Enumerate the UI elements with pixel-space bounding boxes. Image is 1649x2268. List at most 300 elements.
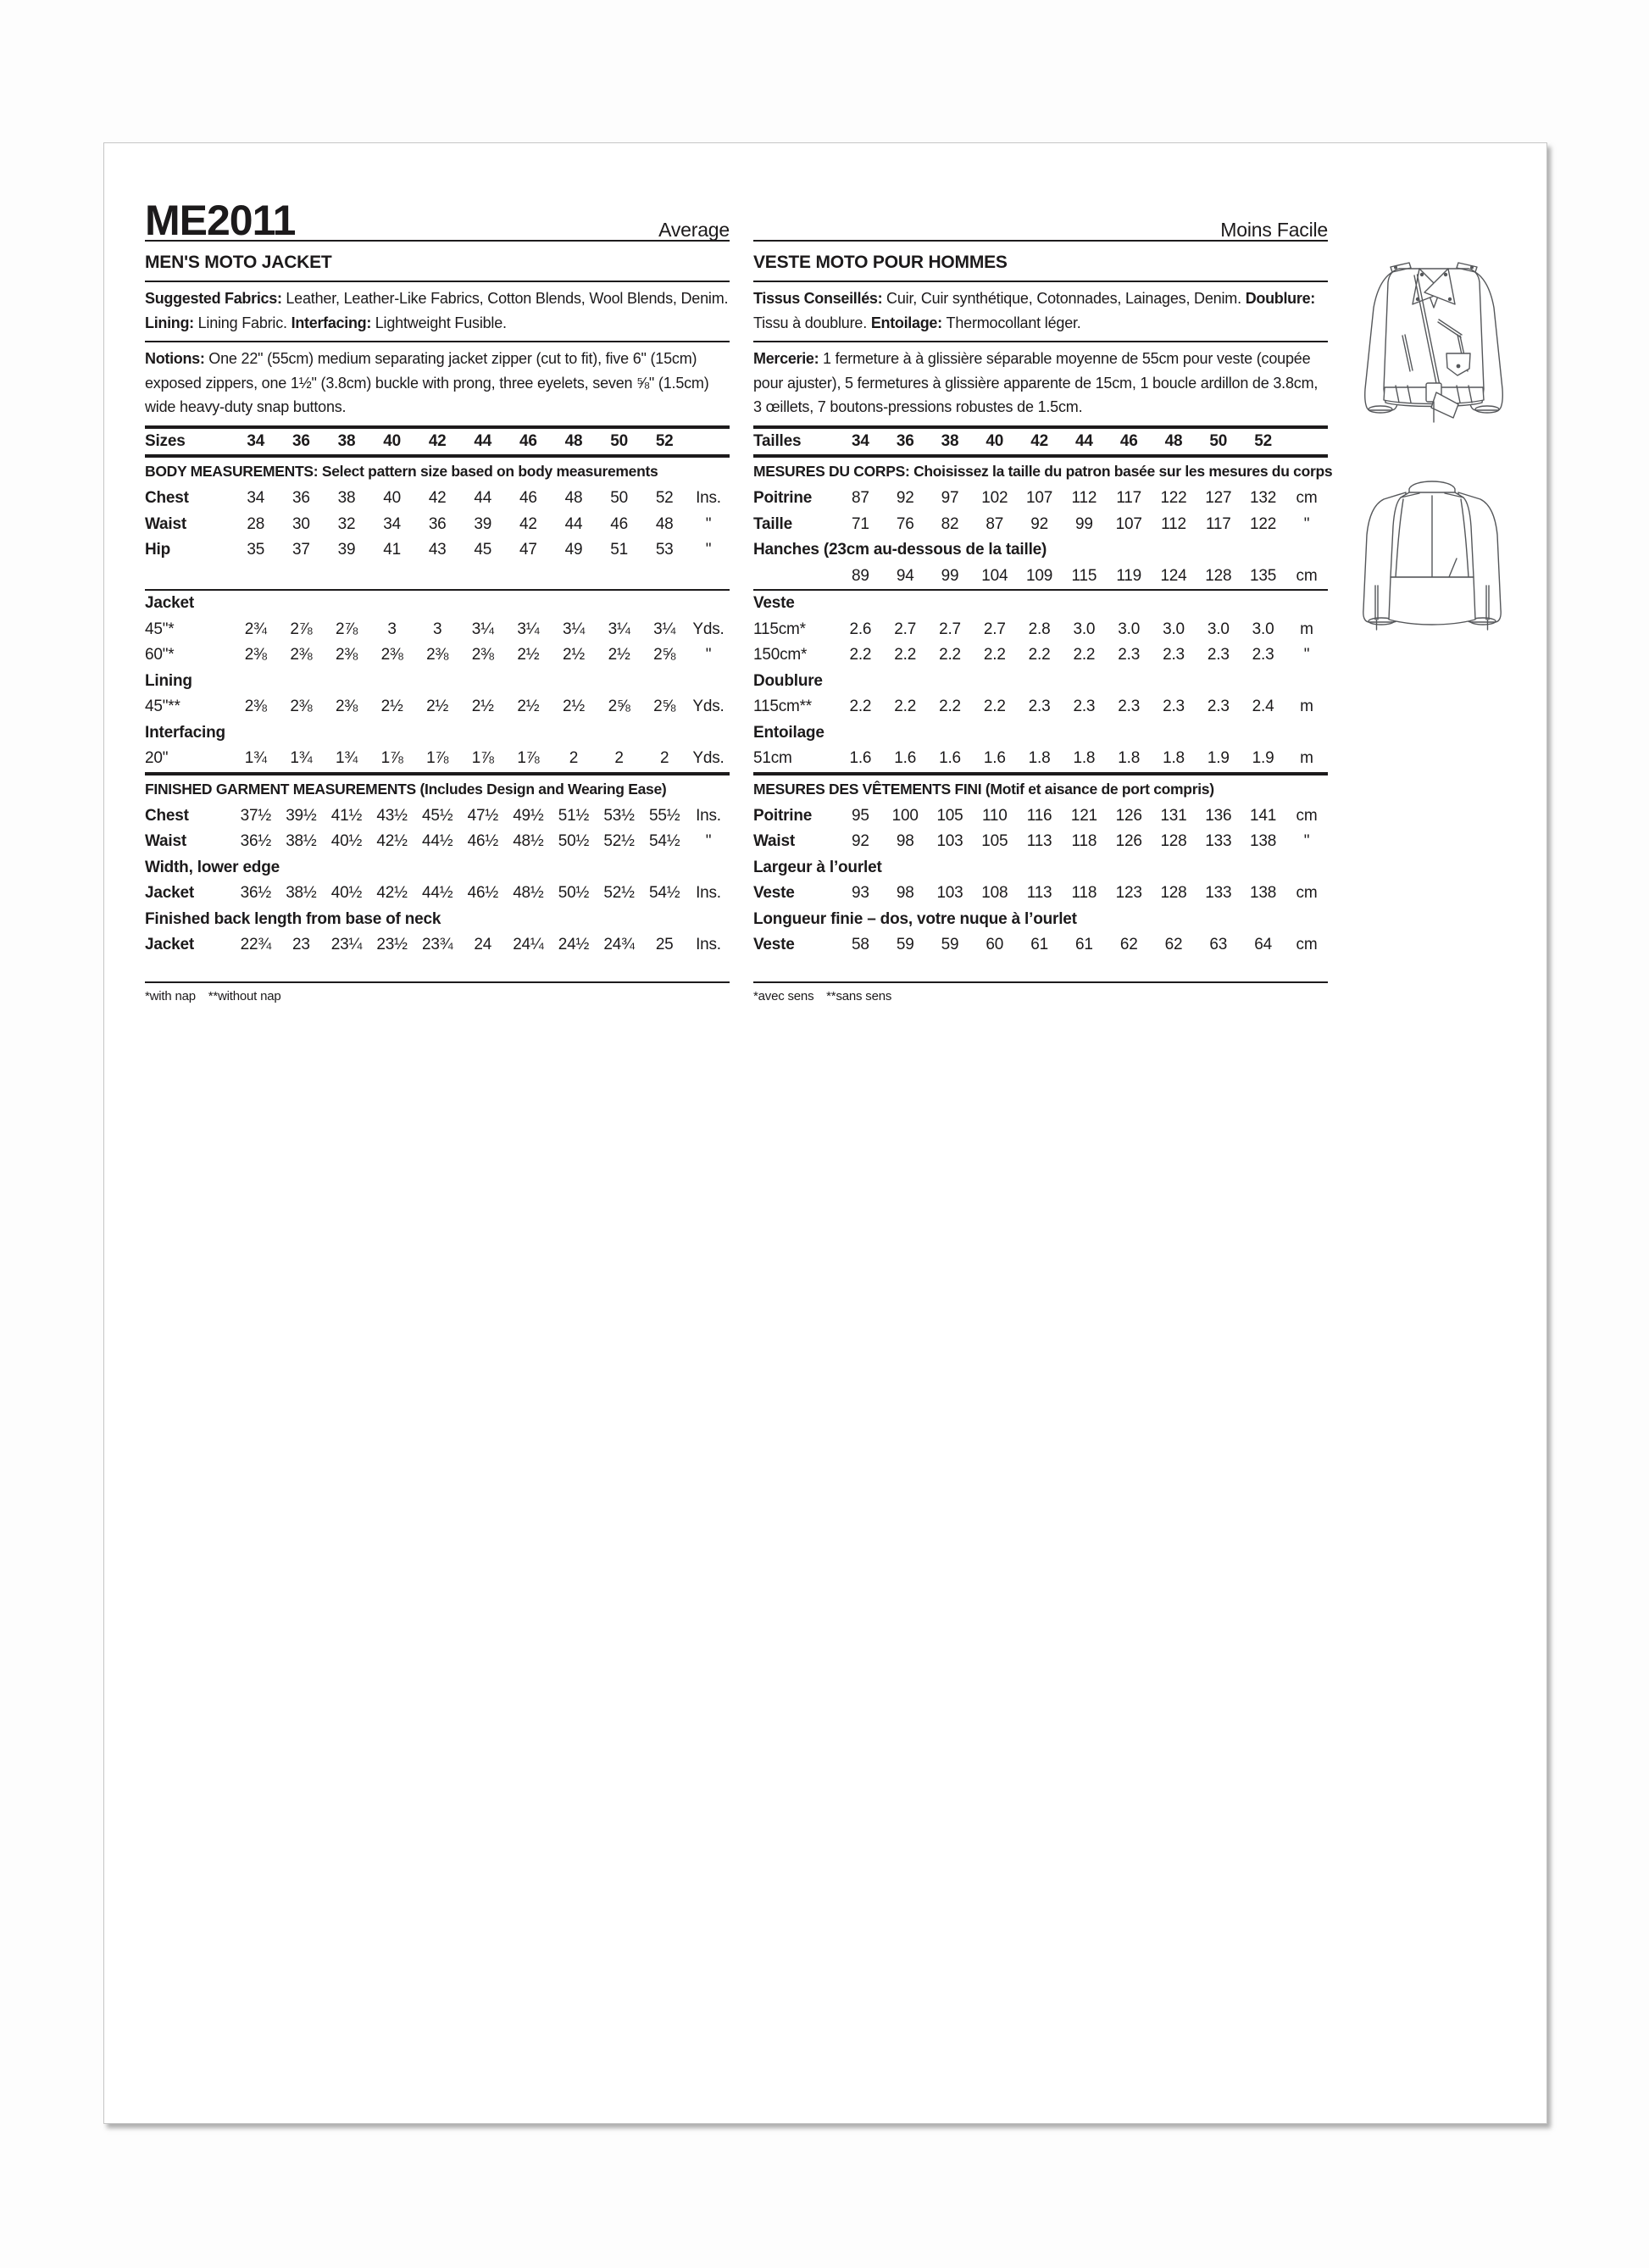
- cell-value: 52: [655, 431, 674, 450]
- cell-value: 40: [383, 431, 401, 450]
- cell-value: 2.3: [1073, 698, 1096, 716]
- cell-value: 128: [1160, 884, 1187, 903]
- cell-value: 48½: [513, 884, 544, 903]
- row-section-label: Finished back length from base of neck: [145, 909, 441, 928]
- cell-value: 62: [1164, 936, 1183, 954]
- cell-value: 94: [896, 566, 914, 585]
- cell-value: 124: [1160, 566, 1187, 585]
- cell-value: 2.2: [849, 646, 872, 664]
- cell-value: 2⅜: [335, 698, 358, 716]
- masthead-fr: [753, 189, 1328, 240]
- jacket-back-illustration: [1357, 474, 1507, 655]
- cell-value: 128: [1160, 832, 1187, 851]
- cell-unit: Ins.: [696, 884, 721, 903]
- cell-unit: Yds.: [692, 620, 725, 638]
- row-label: Veste: [753, 936, 795, 954]
- cell-value: 109: [1026, 566, 1053, 585]
- cell-value: 108: [981, 884, 1008, 903]
- cell-value: 92: [1030, 514, 1048, 533]
- cell-value: 1.8: [1028, 749, 1051, 768]
- difficulty-rating-en: Average: [658, 218, 730, 241]
- cell-value: 46½: [467, 884, 498, 903]
- notions-en: Notions: One 22" (55cm) medium separating jacket zipper (cut to fit), five 6" (15cm) exposed zippers, one 1½" (3.8cm) buckle with prong, three eyelets, seven ⅝" (1.5cm) wide heavy-duty snap buttons.: [145, 350, 709, 415]
- cell-value: 23½: [376, 936, 408, 954]
- cell-value: 44: [564, 514, 583, 533]
- cell-value: 119: [1116, 566, 1142, 585]
- cell-value: 42: [519, 514, 537, 533]
- cell-value: 46: [1119, 431, 1138, 450]
- cell-unit: cm: [1296, 884, 1318, 903]
- cell-value: 2.6: [849, 620, 872, 638]
- cell-unit: m: [1300, 620, 1313, 638]
- cell-value: 1¾: [290, 749, 313, 768]
- cell-value: 2.8: [1028, 620, 1051, 638]
- cell-value: 50: [610, 489, 628, 508]
- cell-value: 2.2: [983, 698, 1006, 716]
- cell-value: 42½: [376, 884, 408, 903]
- table-row: [753, 907, 1328, 933]
- cell-value: 1⅞: [380, 749, 403, 768]
- table-row: [145, 617, 730, 643]
- cell-unit: ": [1303, 832, 1310, 851]
- cell-unit: Ins.: [696, 936, 721, 954]
- cell-value: 40½: [330, 884, 363, 903]
- cell-value: 103: [936, 832, 963, 851]
- table-row: [753, 429, 1328, 455]
- cell-value: 2⅜: [471, 646, 494, 664]
- cell-value: 3.0: [1252, 620, 1274, 638]
- cell-value: 42: [428, 431, 447, 450]
- cell-value: 1.8: [1073, 749, 1096, 768]
- cell-value: 52½: [603, 884, 635, 903]
- cell-value: 2.2: [1073, 646, 1096, 664]
- cell-value: 48½: [513, 832, 544, 851]
- cell-value: 2⅜: [335, 646, 358, 664]
- cell-value: 104: [981, 566, 1008, 585]
- cell-value: 32: [337, 514, 356, 533]
- cell-value: 48: [1164, 431, 1183, 450]
- row-section-label: Entoilage: [753, 723, 824, 742]
- row-label: 45"**: [145, 698, 180, 716]
- cell-value: 43½: [376, 806, 408, 825]
- cell-value: 3¼: [608, 620, 630, 638]
- cell-value: 3: [387, 620, 397, 638]
- row-label: Chest: [145, 806, 189, 825]
- pattern-instruction-sheet: [103, 142, 1547, 2124]
- row-label: 45"*: [145, 620, 175, 638]
- row-section-label: Longueur finie – dos, votre nuque à l’ourlet: [753, 909, 1077, 928]
- table-row: [145, 537, 730, 564]
- cell-value: 99: [1075, 514, 1093, 533]
- cell-value: 44½: [421, 832, 453, 851]
- cell-value: 2.2: [849, 698, 872, 716]
- row-section-label: Jacket: [145, 594, 194, 613]
- pattern-code: ME2011: [145, 197, 296, 244]
- cell-value: 42: [428, 489, 447, 508]
- cell-value: 52½: [603, 832, 635, 851]
- cell-value: 36: [292, 431, 310, 450]
- row-label: 51cm: [753, 749, 792, 768]
- cell-value: 87: [986, 514, 1004, 533]
- cell-value: 37½: [240, 806, 271, 825]
- table-row: [753, 591, 1328, 617]
- cell-value: 2.2: [894, 646, 917, 664]
- cell-value: 2: [660, 749, 669, 768]
- row-label: 60"*: [145, 646, 175, 664]
- cell-value: 3.0: [1207, 620, 1230, 638]
- cell-value: 51: [610, 541, 628, 559]
- table-row: [145, 486, 730, 512]
- row-label: Veste: [753, 884, 795, 903]
- cell-value: 82: [941, 514, 959, 533]
- french-column: [753, 189, 1333, 1003]
- cell-value: 48: [564, 489, 583, 508]
- cell-value: 46: [519, 431, 537, 450]
- cell-value: 41: [383, 541, 401, 559]
- body-measurements-heading-en: BODY MEASUREMENTS: Select pattern size based on body measurements: [145, 463, 658, 480]
- cell-value: 97: [941, 489, 959, 508]
- row-section-label: Veste: [753, 594, 795, 613]
- row-label: Taille: [753, 514, 792, 533]
- row-label: 115cm**: [753, 698, 813, 716]
- finished-garment-heading-fr: MESURES DES VÊTEMENTS FINI (Motif et aisance de port compris): [753, 780, 1214, 798]
- cell-value: 123: [1115, 884, 1142, 903]
- cell-unit: m: [1300, 698, 1313, 716]
- jacket-front-drawing: [1358, 247, 1509, 431]
- table-row: [753, 564, 1328, 590]
- sizes-table-en: [145, 429, 730, 455]
- cell-value: 110: [981, 806, 1008, 825]
- table-row: [145, 720, 730, 747]
- cell-value: 39: [337, 541, 356, 559]
- cell-value: 2½: [517, 646, 540, 664]
- cell-value: 1¾: [335, 749, 358, 768]
- row-section-label: Interfacing: [145, 723, 225, 742]
- table-row: [145, 855, 730, 881]
- table-row: [145, 829, 730, 855]
- table-row: [753, 617, 1328, 643]
- cell-value: 24: [474, 936, 492, 954]
- row-section-label: Lining: [145, 671, 192, 690]
- cell-unit: ": [1303, 514, 1310, 533]
- cell-value: 103: [936, 884, 963, 903]
- cell-value: 54½: [648, 884, 680, 903]
- difficulty-rating-fr: Moins Facile: [1220, 218, 1328, 241]
- cell-value: 2.3: [1028, 698, 1051, 716]
- table-row: [145, 512, 730, 538]
- cell-value: 38: [941, 431, 959, 450]
- nap-footnote-en: *with nap **without nap: [145, 988, 281, 1003]
- cell-value: 1⅞: [471, 749, 494, 768]
- cell-value: 34: [383, 514, 401, 533]
- cell-value: 2.2: [939, 646, 961, 664]
- finished-garment-table-en: [145, 803, 730, 959]
- cell-value: 38½: [286, 884, 317, 903]
- cell-value: 92: [896, 489, 914, 508]
- cell-value: 1¾: [244, 749, 267, 768]
- cell-value: 2½: [562, 698, 585, 716]
- cell-value: 48: [564, 431, 583, 450]
- cell-value: 2.2: [939, 698, 961, 716]
- cell-value: 50½: [558, 832, 590, 851]
- cell-value: 23¾: [421, 936, 453, 954]
- cell-value: 62: [1119, 936, 1138, 954]
- cell-value: 2½: [562, 646, 585, 664]
- cell-unit: cm: [1296, 489, 1318, 508]
- table-row: [145, 881, 730, 907]
- cell-value: 60: [986, 936, 1004, 954]
- cell-value: 1⅞: [517, 749, 540, 768]
- table-row: [753, 537, 1328, 564]
- yardage-table-fr: [753, 591, 1328, 772]
- cell-value: 34: [247, 489, 265, 508]
- cell-value: 3.0: [1073, 620, 1096, 638]
- cell-unit: ": [705, 646, 712, 664]
- table-row: [753, 746, 1328, 772]
- suggested-fabrics-fr: Tissus Conseillés: Cuir, Cuir synthétique, Cotonnades, Lainages, Denim. Doublure: Tissu à doublure. Entoilage: Thermocollant léger.: [753, 290, 1315, 331]
- cell-value: 52: [1254, 431, 1272, 450]
- cell-value: 2⅝: [653, 646, 676, 664]
- cell-value: 1.8: [1163, 749, 1185, 768]
- table-row: [753, 881, 1328, 907]
- cell-unit: Yds.: [692, 749, 725, 768]
- cell-value: 2.2: [983, 646, 1006, 664]
- body-measurements-heading-fr: MESURES DU CORPS: Choisissez la taille du patron basée sur les mesures du corps: [753, 463, 1333, 480]
- cell-value: 40: [383, 489, 401, 508]
- body-measurements-table-fr: [753, 486, 1328, 589]
- jacket-front-illustration: [1358, 247, 1509, 431]
- cell-value: 61: [1075, 936, 1093, 954]
- cell-value: 46: [610, 514, 628, 533]
- cell-value: 42: [1030, 431, 1048, 450]
- cell-value: 93: [852, 884, 869, 903]
- table-row: [145, 907, 730, 933]
- cell-value: 98: [896, 832, 914, 851]
- cell-value: 107: [1115, 514, 1142, 533]
- cell-value: 2½: [517, 698, 540, 716]
- cell-value: 118: [1071, 832, 1097, 851]
- cell-value: 138: [1250, 832, 1277, 851]
- cell-value: 122: [1250, 514, 1277, 533]
- cell-value: 99: [941, 566, 959, 585]
- cell-value: 133: [1205, 832, 1232, 851]
- cell-unit: cm: [1296, 936, 1318, 954]
- cell-value: 87: [852, 489, 869, 508]
- row-label: Waist: [145, 832, 186, 851]
- cell-value: 2.3: [1163, 698, 1185, 716]
- cell-value: 2: [569, 749, 579, 768]
- table-row: [753, 486, 1328, 512]
- cell-value: 126: [1115, 832, 1142, 851]
- table-row: [753, 932, 1328, 959]
- cell-value: 36½: [240, 884, 271, 903]
- table-row: [753, 512, 1328, 538]
- cell-value: 3¼: [471, 620, 494, 638]
- cell-value: 2.3: [1207, 698, 1230, 716]
- cell-value: 25: [655, 936, 674, 954]
- cell-value: 53½: [603, 806, 635, 825]
- cell-value: 22¾: [240, 936, 271, 954]
- cell-value: 49: [564, 541, 583, 559]
- cell-unit: Ins.: [696, 489, 721, 508]
- cell-value: 2⅞: [290, 620, 313, 638]
- cell-value: 63: [1209, 936, 1228, 954]
- cell-value: 2⅜: [244, 698, 267, 716]
- row-label: Waist: [753, 832, 795, 851]
- cell-value: 2.7: [939, 620, 961, 638]
- cell-value: 51½: [558, 806, 590, 825]
- finished-garment-table-fr: [753, 803, 1328, 959]
- cell-value: 2.7: [983, 620, 1006, 638]
- row-label: Sizes: [145, 431, 186, 450]
- cell-value: 117: [1116, 489, 1142, 508]
- cell-value: 36: [896, 431, 914, 450]
- cell-value: 3.0: [1118, 620, 1141, 638]
- cell-value: 59: [896, 936, 914, 954]
- row-label: Poitrine: [753, 806, 813, 825]
- table-row: [145, 694, 730, 720]
- cell-value: 2.3: [1163, 646, 1185, 664]
- cell-value: 2⅜: [244, 646, 267, 664]
- cell-value: 48: [655, 514, 674, 533]
- cell-value: 2½: [380, 698, 403, 716]
- cell-value: 132: [1250, 489, 1277, 508]
- cell-value: 89: [852, 566, 869, 585]
- notions-fr: Mercerie: 1 fermeture à à glissière séparable moyenne de 55cm pour veste (coupée pour ajuster), 5 fermetures à glissière apparente de 15cm, 1 boucle ardillon de 3.8cm, 3 œillets, 7 boutons-pressions robustes de 1.5cm.: [753, 350, 1319, 415]
- cell-value: 44: [1075, 431, 1093, 450]
- cell-value: 40½: [330, 832, 363, 851]
- table-row: [145, 803, 730, 830]
- cell-value: 2½: [471, 698, 494, 716]
- cell-value: 121: [1070, 806, 1097, 825]
- cell-value: 50: [610, 431, 628, 450]
- cell-value: 39: [474, 514, 492, 533]
- cell-unit: cm: [1296, 566, 1318, 585]
- cell-value: 30: [292, 514, 310, 533]
- cell-value: 2.4: [1252, 698, 1274, 716]
- row-section-label: Largeur à l’ourlet: [753, 858, 882, 876]
- cell-value: 1.6: [939, 749, 961, 768]
- cell-value: 2½: [426, 698, 449, 716]
- cell-value: 35: [247, 541, 265, 559]
- cell-value: 1.8: [1118, 749, 1141, 768]
- row-section-label: Hanches (23cm au-dessous de la taille): [753, 541, 1047, 559]
- cell-value: 43: [428, 541, 447, 559]
- cell-value: 44: [474, 431, 492, 450]
- table-row: [145, 564, 730, 590]
- row-section-label: Width, lower edge: [145, 858, 280, 876]
- cell-value: 1.9: [1252, 749, 1274, 768]
- cell-value: 47½: [467, 806, 498, 825]
- cell-value: 52: [655, 489, 674, 508]
- table-row: [753, 669, 1328, 695]
- cell-unit: m: [1300, 749, 1313, 768]
- english-column: [145, 189, 730, 1003]
- cell-value: 36: [428, 514, 447, 533]
- cell-value: 116: [1026, 806, 1052, 825]
- masthead-en: [145, 189, 730, 244]
- cell-value: 126: [1115, 806, 1142, 825]
- cell-value: 2⅜: [290, 646, 313, 664]
- cell-value: 3.0: [1163, 620, 1185, 638]
- cell-value: 50: [1209, 431, 1228, 450]
- cell-unit: cm: [1296, 806, 1318, 825]
- cell-value: 50½: [558, 884, 590, 903]
- cell-value: 133: [1205, 884, 1232, 903]
- table-row: [753, 720, 1328, 747]
- cell-value: 113: [1026, 884, 1052, 903]
- table-row: [753, 829, 1328, 855]
- table-row: [753, 803, 1328, 830]
- cell-value: 1.6: [894, 749, 917, 768]
- cell-value: 1.6: [983, 749, 1006, 768]
- cell-value: 112: [1071, 489, 1097, 508]
- row-label: 115cm*: [753, 620, 806, 638]
- cell-value: 59: [941, 936, 959, 954]
- row-label: Waist: [145, 514, 186, 533]
- row-label: Jacket: [145, 936, 194, 954]
- cell-value: 38: [337, 489, 356, 508]
- cell-value: 41½: [330, 806, 363, 825]
- cell-value: 105: [936, 806, 963, 825]
- cell-value: 23: [292, 936, 310, 954]
- table-row: [753, 694, 1328, 720]
- cell-value: 2.3: [1207, 646, 1230, 664]
- table-row: [753, 855, 1328, 881]
- cell-value: 64: [1254, 936, 1272, 954]
- cell-value: 58: [852, 936, 869, 954]
- cell-unit: Ins.: [696, 806, 721, 825]
- cell-value: 53: [655, 541, 674, 559]
- cell-value: 46: [519, 489, 537, 508]
- cell-value: 3¼: [653, 620, 676, 638]
- garment-title-en: MEN'S MOTO JACKET: [145, 253, 332, 272]
- cell-value: 34: [247, 431, 265, 450]
- cell-value: 2: [614, 749, 624, 768]
- cell-value: 34: [852, 431, 869, 450]
- cell-value: 131: [1160, 806, 1187, 825]
- cell-value: 38½: [286, 832, 317, 851]
- cell-value: 71: [852, 514, 869, 533]
- row-label: Hip: [145, 541, 171, 559]
- cell-value: 47: [519, 541, 537, 559]
- yardage-table-en: [145, 591, 730, 772]
- spacer: [145, 959, 730, 981]
- table-row: [145, 591, 730, 617]
- cell-value: 2⅞: [335, 620, 358, 638]
- cell-value: 61: [1030, 936, 1048, 954]
- finished-garment-heading-en: FINISHED GARMENT MEASUREMENTS (Includes Design and Wearing Ease): [145, 780, 667, 798]
- cell-value: 39½: [286, 806, 317, 825]
- cell-value: 1.6: [849, 749, 872, 768]
- cell-value: 112: [1161, 514, 1186, 533]
- row-label: Chest: [145, 489, 189, 508]
- cell-value: 40: [986, 431, 1004, 450]
- cell-value: 100: [891, 806, 919, 825]
- cell-value: 128: [1205, 566, 1232, 585]
- row-label: 20": [145, 749, 169, 768]
- cell-value: 36½: [240, 832, 271, 851]
- cell-value: 38: [337, 431, 356, 450]
- cell-unit: ": [705, 832, 712, 851]
- cell-unit: ": [705, 541, 712, 559]
- cell-value: 76: [896, 514, 914, 533]
- cell-value: 2.3: [1118, 646, 1141, 664]
- cell-value: 42½: [376, 832, 408, 851]
- sizes-table-fr: [753, 429, 1328, 455]
- cell-value: 54½: [648, 832, 680, 851]
- table-row: [145, 932, 730, 959]
